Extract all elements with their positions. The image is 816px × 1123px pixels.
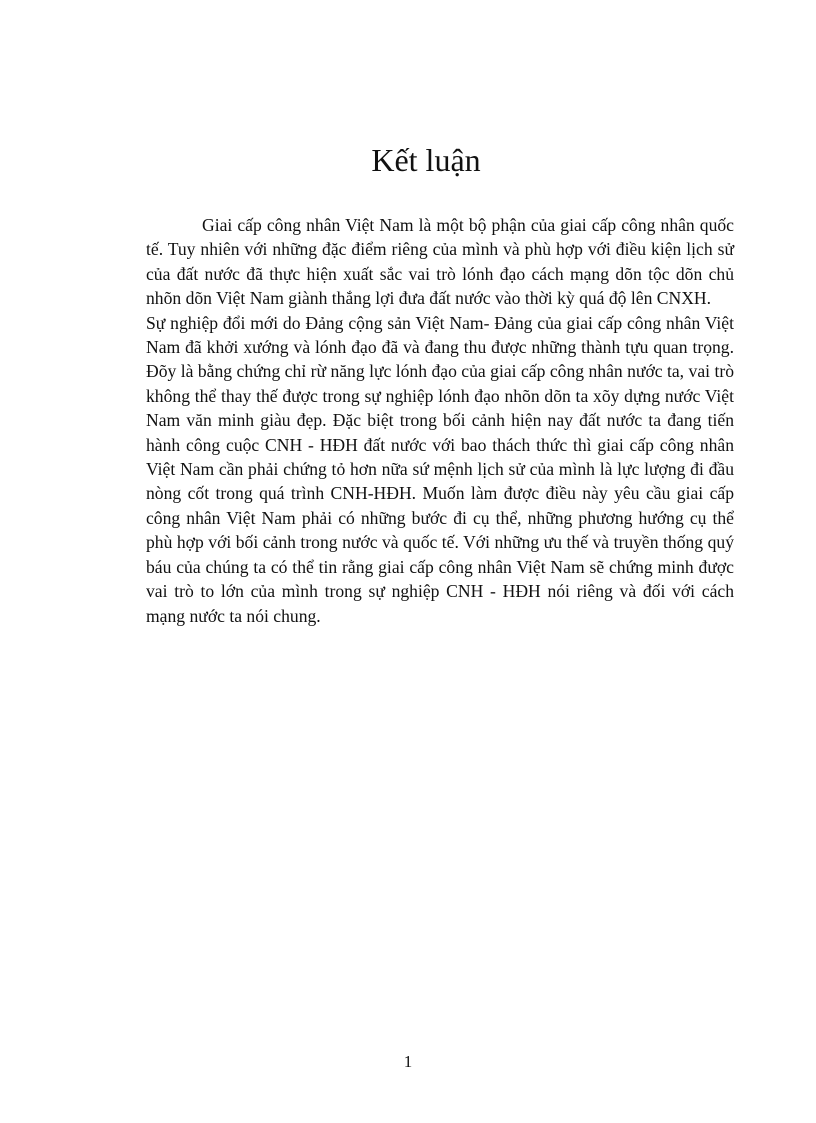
paragraph-2: Sự nghiệp đổi mới do Đảng cộng sản Việt Nam- Đảng của giai cấp công nhân Việt Nam đã khởi xướng và lónh đạo đã và đang thu được những thành tựu quan trọng. Đõy là bằng chứng chỉ rừ năng lực lónh đạo của giai cấp công nhân nước ta, vai trò không thể thay thế được trong sự nghiệp lónh đạo nhõn dõn ta xõy dựng nước Việt Nam văn minh giàu đẹp. Đặc biệt trong bối cảnh hiện nay đất nước ta đang tiến hành công cuộc CNH - HĐH đất nước với bao thách thức thì giai cấp công nhân Việt Nam cần phải chứng tỏ hơn nữa sứ mệnh lịch sử của mình là lực lượng đi đầu nòng cốt trong quá trình CNH-HĐH. Muốn làm được điều này yêu cầu giai cấp công nhân Việt Nam phải có những bước đi cụ thể, những phương hướng cụ thể phù hợp với bối cảnh trong nước và quốc tế. Với những ưu thế và truyền thống quý báu của chúng ta có thể tin rằng giai cấp công nhân Việt Nam sẽ chứng minh được vai trò to lớn của mình trong sự nghiệp CNH - HĐH nói riêng và đối với cách mạng nước ta nói chung. (146, 312, 734, 626)
page-number: 1 (403, 1052, 413, 1071)
body-text (146, 213, 734, 628)
paragraph-1: Giai cấp công nhân Việt Nam là một bộ phận của giai cấp công nhân quốc tế. Tuy nhiên với những đặc điểm riêng của mình và phù hợp với điều kiện lịch sử của đất nước đã thực hiện xuất sắc vai trò lónh đạo cách mạng dõn tộc dõn chủ nhõn dõn Việt Nam giành thắng lợi đưa đất nước vào thời kỳ quá độ lên CNXH. (146, 215, 734, 309)
page-title: Kết luận (371, 142, 481, 178)
